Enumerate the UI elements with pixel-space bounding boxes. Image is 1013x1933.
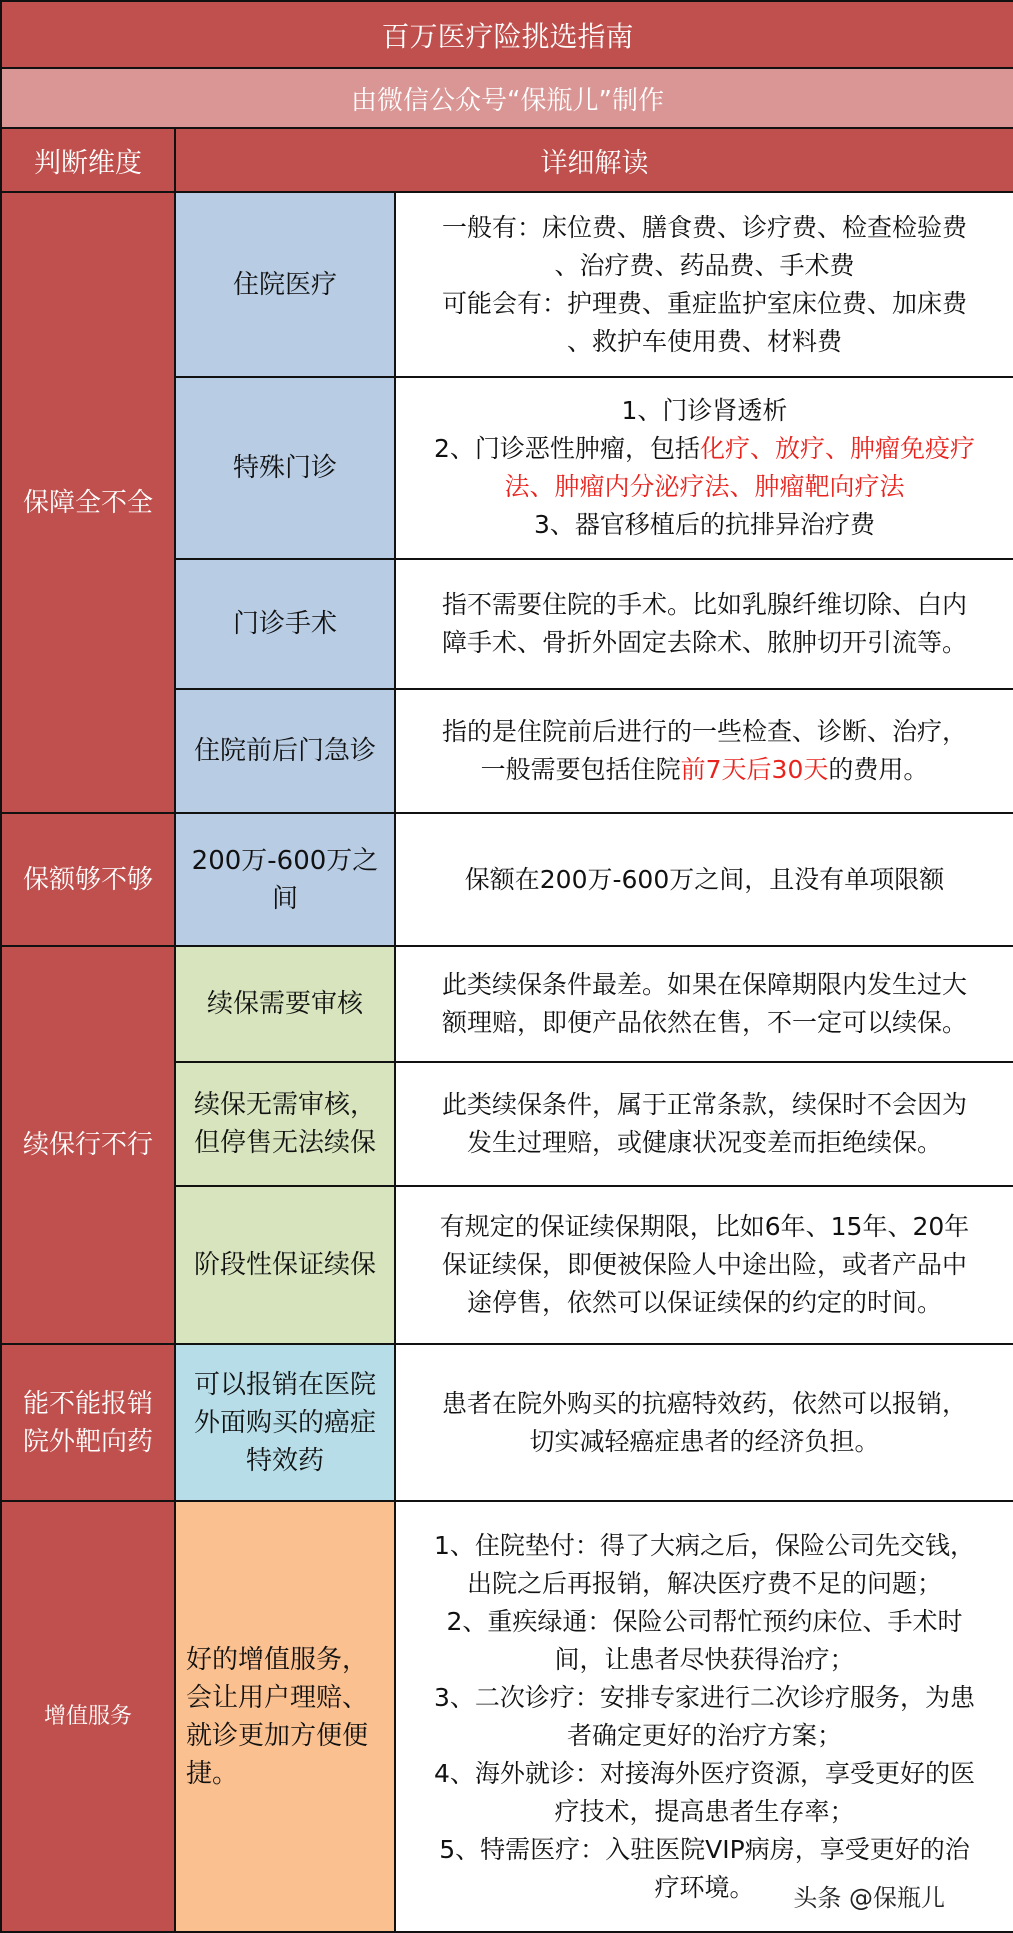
watermark: 头条 @保瓶儿 xyxy=(793,1884,945,1912)
table-row xyxy=(1,946,1013,1062)
table-row xyxy=(1,192,1013,377)
item-amount xyxy=(175,813,395,946)
item-line: 特效药 xyxy=(245,1445,324,1476)
detail-renewal-guaranteed xyxy=(395,1186,1013,1344)
item-line: 就诊更加方便便 xyxy=(186,1720,369,1751)
highlight-text: 化疗、放疗、肿瘤免疫疗 xyxy=(699,434,975,463)
item-line: 间 xyxy=(271,883,298,914)
detail-line: 4、海外就诊：对接海外医疗资源，享受更好的医 xyxy=(434,1758,975,1788)
detail-drugs xyxy=(395,1344,1013,1501)
item-line: 但停售无法续保 xyxy=(193,1128,376,1158)
dimension-drugs xyxy=(1,1344,175,1501)
header-row xyxy=(1,128,1013,192)
dimension-amount: 保额够不够 xyxy=(1,813,175,946)
highlight-text: 前7天后30天 xyxy=(680,755,829,784)
detail-line: 者确定更好的治疗方案； xyxy=(566,1720,842,1750)
detail-line: 指不需要住院的手术。比如乳腺纤维切除、白内 xyxy=(441,590,967,619)
detail-pre-post-hospital xyxy=(395,689,1013,813)
detail-line: 疗环境。 xyxy=(654,1872,755,1902)
item-renewal-review: 续保需要审核 xyxy=(175,946,395,1062)
item-special-outpatient: 特殊门诊 xyxy=(175,377,395,559)
detail-line: 可能会有：护理费、重症监护室床位费、加床费 xyxy=(441,288,967,318)
detail-line: 指的是住院前后进行的一些检查、诊断、治疗， xyxy=(441,717,967,746)
detail-renewal-review xyxy=(395,946,1013,1062)
item-pre-post-hospital: 住院前后门急诊 xyxy=(175,689,395,813)
dimension-services: 增值服务 xyxy=(1,1501,175,1932)
detail-line: 发生过理赔，或健康状况变差而拒绝续保。 xyxy=(466,1128,942,1157)
detail-line: 保证续保，即便被保险人中途出险，或者产品中 xyxy=(441,1250,967,1279)
item-line: 续保无需审核， xyxy=(193,1090,376,1120)
detail-services xyxy=(395,1501,1013,1932)
dimension-coverage: 保障全不全 xyxy=(1,192,175,813)
detail-line xyxy=(404,751,1005,789)
item-line: 好的增值服务， xyxy=(186,1644,369,1675)
detail-line: 此类续保条件最差。如果在保障期限内发生过大 xyxy=(441,970,967,999)
dimension-line: 院外靶向药 xyxy=(22,1426,153,1457)
item-outpatient-surgery: 门诊手术 xyxy=(175,559,395,689)
item-renewal-no-review xyxy=(175,1062,395,1186)
table-row xyxy=(1,1501,1013,1932)
detail-line: 患者在院外购买的抗癌特效药，依然可以报销， xyxy=(441,1388,967,1418)
item-inpatient: 住院医疗 xyxy=(175,192,395,377)
detail-renewal-no-review xyxy=(395,1062,1013,1186)
table-row xyxy=(1,813,1013,946)
detail-amount: 保额在200万-600万之间，且没有单项限额 xyxy=(395,813,1013,946)
item-line: 会让用户理赔、 xyxy=(186,1682,369,1713)
detail-line: 3、器官移植后的抗排异治疗费 xyxy=(534,510,875,539)
page-title: 百万医疗险挑选指南 xyxy=(1,1,1013,68)
detail-line: 1、门诊肾透析 xyxy=(621,396,788,425)
detail-special-outpatient xyxy=(395,377,1013,559)
item-renewal-guaranteed: 阶段性保证续保 xyxy=(175,1186,395,1344)
item-line: 200万-600万之 xyxy=(191,845,379,876)
page-subtitle: 由微信公众号“保瓶儿”制作 xyxy=(1,68,1013,128)
detail-line: 此类续保条件，属于正常条款，续保时不会因为 xyxy=(441,1090,967,1119)
detail-line: 障手术、骨折外固定去除术、脓肿切开引流等。 xyxy=(441,628,967,657)
detail-line: 出院之后再报销，解决医疗费不足的问题； xyxy=(466,1568,942,1598)
detail-line: 疗技术，提高患者生存率； xyxy=(554,1796,855,1826)
detail-line: 5、特需医疗：入驻医院VIP病房，享受更好的治 xyxy=(439,1834,970,1864)
item-line: 外面购买的癌症 xyxy=(193,1407,376,1438)
detail-line: 2、重疾绿通：保险公司帮忙预约床位、手术时 xyxy=(446,1606,963,1636)
detail-line: 、救护车使用费、材料费 xyxy=(566,326,842,356)
highlight-text: 法、肿瘤内分泌疗法、肿瘤靶向疗法 xyxy=(504,472,905,501)
detail-line: 3、二次诊疗：安排专家进行二次诊疗服务，为患 xyxy=(434,1682,975,1712)
detail-line xyxy=(404,430,1005,468)
detail-text: 一般需要包括住院 xyxy=(480,755,681,784)
detail-line: 1、住院垫付：得了大病之后，保险公司先交钱， xyxy=(434,1530,975,1560)
item-drugs xyxy=(175,1344,395,1501)
detail-line: 间，让患者尽快获得治疗； xyxy=(554,1644,855,1674)
detail-text: 的费用。 xyxy=(828,755,929,784)
dimension-line: 能不能报销 xyxy=(22,1388,153,1419)
item-line: 捷。 xyxy=(186,1758,239,1789)
detail-line: 额理赔，即便产品依然在售，不一定可以续保。 xyxy=(441,1008,967,1037)
detail-inpatient xyxy=(395,192,1013,377)
dimension-renewal: 续保行不行 xyxy=(1,946,175,1344)
detail-line: 一般有：床位费、膳食费、诊疗费、检查检验费 xyxy=(441,212,967,242)
detail-line: 、治疗费、药品费、手术费 xyxy=(554,250,855,280)
item-services xyxy=(175,1501,395,1932)
detail-text: 2、门诊恶性肿瘤，包括 xyxy=(434,434,700,463)
table-row xyxy=(1,1344,1013,1501)
detail-line: 切实减轻癌症患者的经济负担。 xyxy=(529,1426,880,1456)
detail-outpatient-surgery xyxy=(395,559,1013,689)
detail-line: 有规定的保证续保期限，比如6年、15年、20年 xyxy=(439,1212,970,1241)
item-line: 可以报销在医院 xyxy=(193,1369,376,1400)
subtitle-row xyxy=(1,68,1013,128)
header-detail: 详细解读 xyxy=(175,128,1013,192)
header-dimension: 判断维度 xyxy=(1,128,175,192)
title-row xyxy=(1,1,1013,68)
detail-line: 途停售，依然可以保证续保的约定的时间。 xyxy=(466,1288,942,1317)
